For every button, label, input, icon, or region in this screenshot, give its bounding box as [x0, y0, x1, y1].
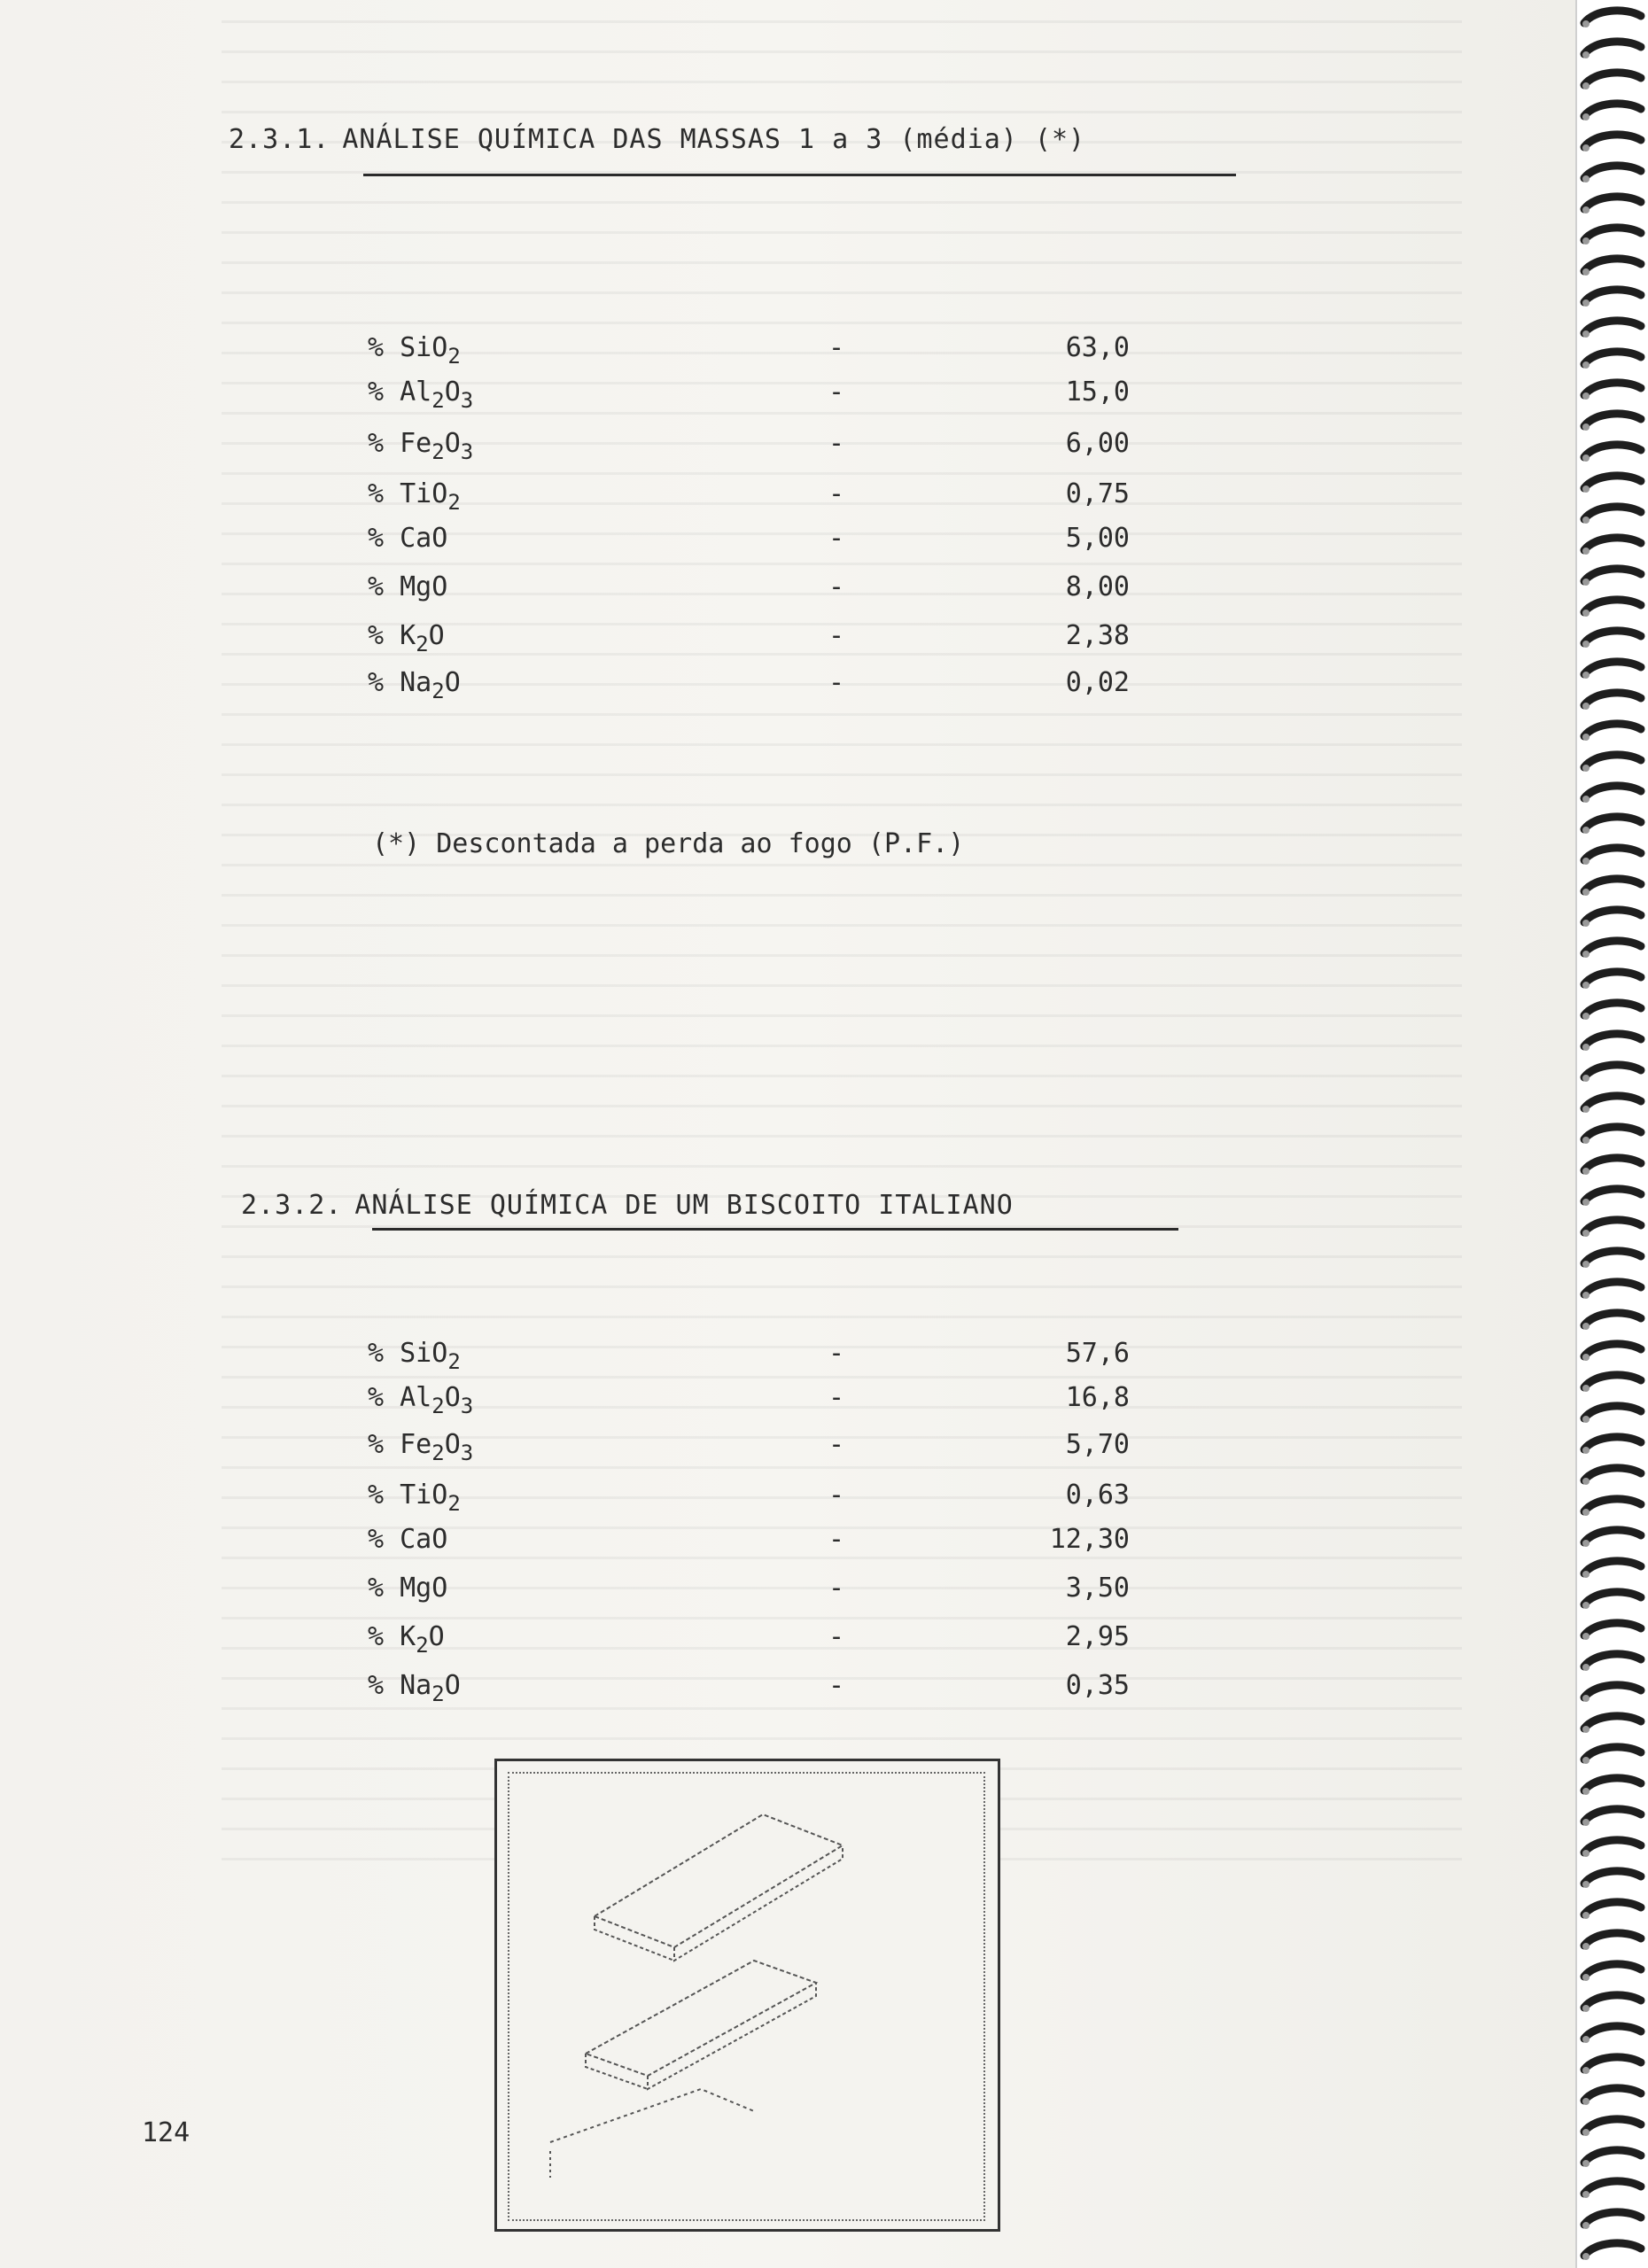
binding-hole [1582, 1788, 1590, 1795]
composition-row [368, 571, 1165, 614]
percentage-value: 0,35 [1065, 1670, 1130, 1701]
oxide-formula: % MgO [368, 1573, 448, 1604]
oxide-formula: % $Al_2O_3$ [368, 1382, 474, 1418]
tile-drawing-figure [494, 1759, 1000, 2232]
binding-hole [1582, 237, 1590, 245]
binding-ring [1584, 1003, 1641, 1015]
binding-ring [1584, 1127, 1641, 1139]
binding-ring [1584, 2243, 1641, 2256]
oxide-formula: % $K_2O$ [368, 1621, 445, 1658]
binding-ring [1584, 1158, 1641, 1170]
section2-title: ANÁLISE QUÍMICA DE UM BISCOITO ITALIANO [354, 1190, 1014, 1221]
binding-ring [1584, 1902, 1641, 1915]
oxide-formula: % TiO$_2$ [368, 478, 461, 515]
binding-ring [1584, 1995, 1641, 2008]
binding-hole [1582, 1912, 1590, 1919]
binding-ring [1584, 228, 1641, 240]
composition-row [368, 1621, 1165, 1664]
binding-hole [1582, 517, 1590, 524]
binding-hole [1582, 1230, 1590, 1237]
binding-hole [1582, 20, 1590, 27]
separator-dash: - [828, 1524, 845, 1555]
binding-hole [1582, 1478, 1590, 1485]
binding-ring [1584, 73, 1641, 85]
binding-ring [1584, 352, 1641, 364]
percentage-value: 0,02 [1065, 667, 1130, 698]
binding-hole [1582, 2067, 1590, 2074]
binding-ring [1584, 1933, 1641, 1946]
oxide-formula: % CaO [368, 1524, 448, 1555]
binding-ring [1584, 1778, 1641, 1790]
binding-ring [1584, 1561, 1641, 1573]
binding-hole [1582, 641, 1590, 648]
binding-hole [1582, 1447, 1590, 1454]
binding-ring [1584, 1840, 1641, 1852]
binding-hole [1582, 951, 1590, 958]
binding-ring [1584, 1654, 1641, 1666]
binding-hole [1582, 2005, 1590, 2012]
binding-hole [1582, 548, 1590, 555]
percentage-value: 12,30 [1049, 1524, 1130, 1555]
binding-ring [1584, 1096, 1641, 1108]
percentage-value: 57,6 [1065, 1338, 1130, 1369]
separator-dash: - [828, 667, 845, 698]
binding-ring [1584, 1220, 1641, 1232]
binding-hole [1582, 485, 1590, 493]
percentage-value: 6,00 [1065, 428, 1130, 459]
binding-ring [1584, 1344, 1641, 1356]
binding-hole [1582, 299, 1590, 307]
composition-row [368, 1382, 1165, 1425]
binding-ring [1584, 1282, 1641, 1294]
binding-hole [1582, 1075, 1590, 1082]
binding-hole [1582, 2129, 1590, 2136]
binding-ring [1584, 879, 1641, 891]
binding-hole [1582, 206, 1590, 214]
binding-hole [1582, 827, 1590, 834]
separator-dash: - [828, 523, 845, 554]
binding-hole [1582, 796, 1590, 803]
binding-ring [1584, 1623, 1641, 1635]
section1-footnote: (*) Descontada a perda ao fogo (P.F.) [372, 828, 965, 859]
binding-hole [1582, 423, 1590, 431]
binding-hole [1582, 361, 1590, 369]
percentage-value: 3,50 [1065, 1573, 1130, 1604]
percentage-value: 2,95 [1065, 1621, 1130, 1652]
binding-ring [1584, 631, 1641, 643]
composition-row [368, 620, 1165, 663]
oxide-formula: % SiO$_2$ [368, 332, 461, 369]
binding-ring [1584, 600, 1641, 612]
composition-row [368, 1524, 1165, 1566]
binding-hole [1582, 920, 1590, 927]
binding-ring [1584, 1468, 1641, 1480]
binding-ring [1584, 11, 1641, 23]
separator-dash: - [828, 428, 845, 459]
binding-ring [1584, 693, 1641, 705]
page-number: 124 [142, 2117, 190, 2148]
binding-ring [1584, 724, 1641, 736]
binding-hole [1582, 1261, 1590, 1268]
separator-dash: - [828, 1382, 845, 1413]
binding-hole [1582, 2222, 1590, 2229]
binding-ring [1584, 166, 1641, 178]
binding-ring [1584, 104, 1641, 116]
binding-ring [1584, 910, 1641, 922]
binding-ring [1584, 755, 1641, 767]
percentage-value: 63,0 [1065, 332, 1130, 363]
binding-hole [1582, 2098, 1590, 2105]
binding-ring [1584, 538, 1641, 550]
separator-dash: - [828, 1338, 845, 1369]
oxide-formula: % $Na_2O$ [368, 667, 461, 703]
section1-title: ANÁLISE QUÍMICA DAS MASSAS 1 a 3 (média) (*) [342, 124, 1086, 155]
composition-row [368, 1338, 1165, 1380]
binding-ring [1584, 507, 1641, 519]
binding-hole [1582, 2253, 1590, 2260]
binding-ring [1584, 1871, 1641, 1884]
composition-row [368, 1480, 1165, 1522]
binding-ring [1584, 1065, 1641, 1077]
percentage-value: 15,0 [1065, 377, 1130, 408]
binding-hole [1582, 858, 1590, 865]
binding-ring [1584, 2119, 1641, 2132]
composition-row [368, 1670, 1165, 1713]
binding-ring [1584, 941, 1641, 953]
oxide-formula: % SiO$_2$ [368, 1338, 461, 1374]
binding-ring [1584, 972, 1641, 984]
separator-dash: - [828, 620, 845, 651]
oxide-formula: % $K_2O$ [368, 620, 445, 656]
binding-hole [1582, 2036, 1590, 2043]
binding-ring [1584, 445, 1641, 457]
binding-ring [1584, 1809, 1641, 1821]
separator-dash: - [828, 1429, 845, 1460]
binding-hole [1582, 1664, 1590, 1671]
binding-hole [1582, 1571, 1590, 1578]
oxide-formula: % $Fe_2O_3$ [368, 1429, 474, 1465]
binding-ring [1584, 1747, 1641, 1759]
binding-hole [1582, 144, 1590, 151]
section1-number: 2.3.1. [229, 124, 330, 155]
binding-hole [1582, 1416, 1590, 1423]
binding-hole [1582, 610, 1590, 617]
binding-hole [1582, 765, 1590, 772]
composition-row [368, 667, 1165, 710]
percentage-value: 2,38 [1065, 620, 1130, 651]
oxide-formula: % CaO [368, 523, 448, 554]
binding-ring [1584, 1406, 1641, 1418]
binding-ring [1584, 1964, 1641, 1977]
percentage-value: 0,63 [1065, 1480, 1130, 1511]
binding-ring [1584, 1375, 1641, 1387]
oxide-formula: % $Na_2O$ [368, 1670, 461, 1706]
oxide-formula: % $Al_2O_3$ [368, 377, 474, 413]
binding-hole [1582, 1199, 1590, 1206]
binding-ring [1584, 2150, 1641, 2163]
binding-hole [1582, 1633, 1590, 1640]
binding-hole [1582, 268, 1590, 276]
binding-ring [1584, 817, 1641, 829]
binding-hole [1582, 1726, 1590, 1733]
binding-hole [1582, 703, 1590, 710]
binding-hole [1582, 1044, 1590, 1051]
binding-hole [1582, 175, 1590, 183]
binding-hole [1582, 1974, 1590, 1981]
binding-hole [1582, 454, 1590, 462]
binding-ring [1584, 1313, 1641, 1325]
tile-sketch [497, 1761, 998, 2229]
binding-ring [1584, 414, 1641, 426]
binding-ring [1584, 42, 1641, 54]
binding-hole [1582, 113, 1590, 120]
composition-row [368, 523, 1165, 565]
binding-hole [1582, 1323, 1590, 1330]
binding-hole [1582, 1943, 1590, 1950]
binding-hole [1582, 889, 1590, 896]
section1-underline [363, 174, 1236, 176]
section2-heading [241, 1190, 1014, 1221]
binding-ring [1584, 476, 1641, 488]
composition-row [368, 428, 1165, 470]
binding-ring [1584, 662, 1641, 674]
binding-ring [1584, 1437, 1641, 1449]
binding-hole [1582, 734, 1590, 741]
separator-dash: - [828, 1573, 845, 1604]
binding-hole [1582, 672, 1590, 679]
composition-row [368, 1573, 1165, 1615]
binding-hole [1582, 1850, 1590, 1857]
binding-hole [1582, 1013, 1590, 1020]
separator-dash: - [828, 332, 845, 363]
separator-dash: - [828, 1670, 845, 1701]
binding-ring [1584, 135, 1641, 147]
binding-hole [1582, 392, 1590, 400]
binding-hole [1582, 1602, 1590, 1609]
binding-hole [1582, 1540, 1590, 1547]
separator-dash: - [828, 1480, 845, 1511]
binding-ring [1584, 2026, 1641, 2039]
binding-ring [1584, 1716, 1641, 1728]
separator-dash: - [828, 571, 845, 602]
binding-ring [1584, 1685, 1641, 1697]
composition-row [368, 377, 1165, 419]
spiral-binding [1577, 0, 1648, 2268]
binding-hole [1582, 1509, 1590, 1516]
separator-dash: - [828, 1621, 845, 1652]
oxide-formula: % $Fe_2O_3$ [368, 428, 474, 464]
oxide-formula: % MgO [368, 571, 448, 602]
binding-ring [1584, 569, 1641, 581]
percentage-value: 16,8 [1065, 1382, 1130, 1413]
binding-hole [1582, 1385, 1590, 1392]
binding-ring [1584, 1592, 1641, 1604]
binding-hole [1582, 1292, 1590, 1299]
binding-ring [1584, 321, 1641, 333]
binding-ring [1584, 197, 1641, 209]
binding-hole [1582, 1137, 1590, 1144]
composition-row [368, 478, 1165, 521]
binding-ring [1584, 1499, 1641, 1511]
binding-hole [1582, 330, 1590, 338]
binding-ring [1584, 1251, 1641, 1263]
binding-hole [1582, 1695, 1590, 1702]
binding-ring [1584, 1034, 1641, 1046]
binding-hole [1582, 1881, 1590, 1888]
section2-number: 2.3.2. [241, 1190, 343, 1221]
percentage-value: 8,00 [1065, 571, 1130, 602]
binding-ring [1584, 383, 1641, 395]
binding-hole [1582, 82, 1590, 89]
section2-underline [372, 1228, 1178, 1231]
separator-dash: - [828, 478, 845, 509]
percentage-value: 0,75 [1065, 478, 1130, 509]
separator-dash: - [828, 377, 845, 408]
binding-ring [1584, 2212, 1641, 2225]
percentage-value: 5,00 [1065, 523, 1130, 554]
binding-ring [1584, 848, 1641, 860]
binding-hole [1582, 982, 1590, 989]
binding-hole [1582, 51, 1590, 58]
binding-hole [1582, 1354, 1590, 1361]
binding-ring [1584, 2088, 1641, 2101]
binding-hole [1582, 2160, 1590, 2167]
binding-hole [1582, 579, 1590, 586]
binding-ring [1584, 1189, 1641, 1201]
binding-ring [1584, 2057, 1641, 2070]
binding-hole [1582, 1757, 1590, 1764]
binding-hole [1582, 1168, 1590, 1175]
binding-hole [1582, 1106, 1590, 1113]
section1-heading [229, 124, 1085, 155]
binding-ring [1584, 1530, 1641, 1542]
binding-ring [1584, 259, 1641, 271]
composition-row [368, 1429, 1165, 1472]
binding-ring [1584, 2181, 1641, 2194]
binding-ring [1584, 786, 1641, 798]
percentage-value: 5,70 [1065, 1429, 1130, 1460]
oxide-formula: % TiO$_2$ [368, 1480, 461, 1516]
binding-ring [1584, 290, 1641, 302]
composition-row [368, 332, 1165, 375]
binding-hole [1582, 2191, 1590, 2198]
binding-hole [1582, 1819, 1590, 1826]
